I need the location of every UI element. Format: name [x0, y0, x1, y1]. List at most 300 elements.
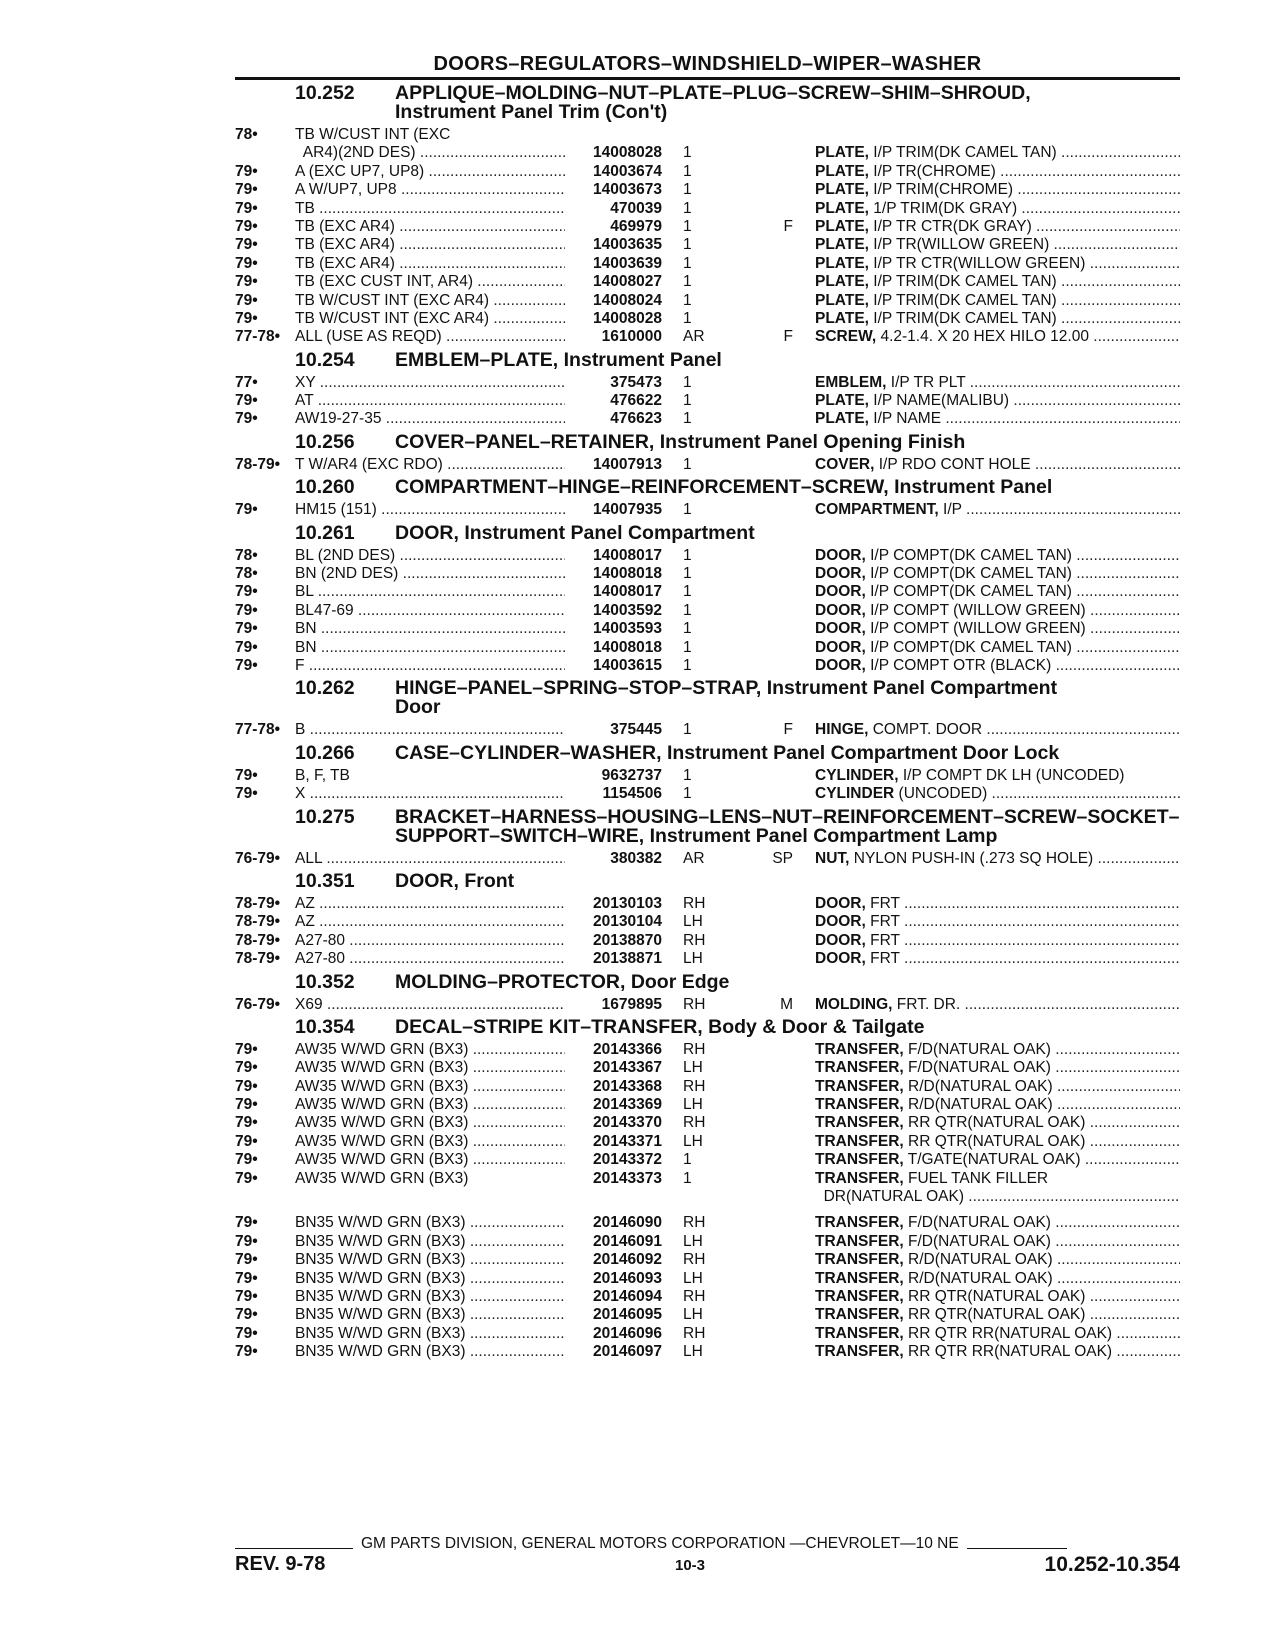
model-year: 79• [235, 291, 258, 309]
part-name-noun: DOOR, [815, 894, 866, 912]
parts-list [235, 1041, 1180, 1362]
part-name-noun: TRANSFER, [815, 1040, 904, 1058]
model-year: 79• [235, 392, 258, 410]
model-description: AW19-27-35 ..... [295, 410, 565, 428]
part-name [815, 456, 1180, 474]
part-number: 14003593 [593, 620, 662, 638]
model-year: 76-79• [235, 995, 281, 1013]
parts-row [235, 163, 1180, 181]
part-name-detail: 1/P TRIM(DK GRAY) [868, 199, 1018, 217]
model-year: 79• [235, 1324, 258, 1342]
part-name [815, 1306, 1180, 1324]
model-description: AZ ..... [295, 895, 565, 913]
quantity: 1 [683, 1151, 692, 1169]
part-name [815, 1151, 1180, 1169]
parts-row [235, 932, 1180, 950]
part-name-detail: R/D(NATURAL OAK) [903, 1251, 1053, 1269]
section-title: EMBLEM–PLATE, Instrument Panel [395, 348, 722, 371]
part-name-detail: I/P COMPT OTR (BLACK) [865, 656, 1052, 674]
quantity: 1 [683, 309, 692, 327]
parts-row [235, 1096, 1180, 1114]
section-number: 10.252 [295, 82, 355, 104]
section-10-262 [235, 679, 1180, 739]
part-name-detail: FRT [865, 950, 900, 968]
part-name-noun: DOOR, [815, 546, 866, 564]
section-heading [235, 1015, 1180, 1038]
quantity: 1 [683, 410, 692, 428]
part-name [815, 1288, 1180, 1306]
parts-row [235, 1288, 1180, 1306]
section-number: 10.256 [295, 430, 355, 453]
quantity: RH [683, 894, 706, 912]
part-name-noun: PLATE, [815, 254, 869, 272]
model-year: 79• [235, 601, 258, 619]
part-name-noun: TRANSFER, [815, 1306, 904, 1324]
quantity: 1 [683, 601, 692, 619]
parts-list [235, 767, 1180, 804]
page-footer [235, 1535, 1180, 1577]
model-description: A (EXC UP7, UP8) ..... [295, 163, 565, 181]
model-year: 79• [235, 1251, 258, 1269]
part-number: 476623 [610, 410, 662, 428]
part-name [815, 1170, 1180, 1188]
quantity: 1 [683, 721, 692, 739]
parts-row [235, 1214, 1180, 1232]
part-number: 20146092 [593, 1251, 662, 1269]
part-number: 14008017 [593, 546, 662, 564]
quantity: 1 [683, 181, 692, 199]
quantity: 1 [683, 638, 692, 656]
part-name-noun: SCREW, [815, 328, 877, 346]
part-name-detail: I/P COMPT(DK CAMEL TAN) [865, 546, 1072, 564]
part-name [815, 392, 1180, 410]
parts-row [235, 181, 1180, 199]
section-title-block [395, 84, 1180, 122]
model-description: AW35 W/WD GRN (BX3) ..... [295, 1114, 565, 1132]
model-year: 79• [235, 199, 258, 217]
model-year: 79• [235, 162, 258, 180]
parts-row [235, 785, 1180, 803]
parts-row [235, 310, 1180, 328]
section-heading [235, 970, 1180, 993]
part-name-noun: PLATE, [815, 162, 869, 180]
part-number: 14003674 [593, 162, 662, 180]
part-name-detail: I/P TR PLT [886, 373, 966, 391]
part-name-detail: I/P [938, 501, 962, 519]
part-name-detail: I/P TRIM(DK CAMEL TAN) [868, 273, 1057, 291]
model-description: X69 ..... [295, 996, 565, 1014]
part-name-noun: TRANSFER, [815, 1214, 904, 1232]
part-name-detail: I/P RDO CONT HOLE [874, 455, 1031, 473]
model-description: BL47-69 ..... [295, 602, 565, 620]
part-name-detail: I/P TRIM(CHROME) [868, 181, 1014, 199]
part-name-noun: COVER, [815, 455, 875, 473]
model-description: TB (EXC CUST INT, AR4) ..... [295, 273, 565, 291]
part-name [815, 895, 1180, 913]
part-number: 20146097 [593, 1343, 662, 1361]
part-name-noun: TRANSFER, [815, 1077, 904, 1095]
page-number: 10-3 [675, 1557, 706, 1574]
part-number: 20146090 [593, 1214, 662, 1232]
section-heading [235, 741, 1180, 764]
part-number: 14007935 [593, 501, 662, 519]
model-year: 79• [235, 410, 258, 428]
parts-row [235, 292, 1180, 310]
parts-list [235, 850, 1180, 868]
model-year: 79• [235, 181, 258, 199]
model-description: AW35 W/WD GRN (BX3) ..... [295, 1096, 565, 1114]
model-description: TB ..... [295, 200, 565, 218]
part-name [815, 932, 1180, 950]
part-name-detail: I/P COMPT(DK CAMEL TAN) [865, 638, 1072, 656]
part-name-noun: NUT, [815, 849, 850, 867]
quantity: LH [683, 913, 703, 931]
part-name-detail: FRT. DR. [892, 995, 961, 1013]
part-number: 20138870 [593, 931, 662, 949]
part-name-detail: RR QTR(NATURAL OAK) [903, 1132, 1086, 1150]
parts-row [235, 1059, 1180, 1077]
part-name [815, 583, 1180, 601]
quantity: 1 [683, 236, 692, 254]
parts-row [235, 602, 1180, 620]
model-description: TB (EXC AR4) ..... [295, 218, 565, 236]
part-name-detail: I/P COMPT (WILLOW GREEN) [865, 601, 1086, 619]
source-code: SP [772, 849, 793, 867]
part-name-noun: PLATE, [815, 273, 869, 291]
part-number: 14008028 [593, 144, 662, 162]
parts-row [235, 1306, 1180, 1324]
quantity: LH [683, 1343, 703, 1361]
quantity: 1 [683, 199, 692, 217]
part-number: 470039 [610, 199, 662, 217]
quantity: 1 [683, 217, 692, 235]
part-number: 14008028 [593, 309, 662, 327]
part-name-noun: PLATE, [815, 144, 869, 162]
parts-row [235, 950, 1180, 968]
model-year: 79• [235, 583, 258, 601]
section-number: 10.254 [295, 348, 355, 371]
parts-row [235, 1188, 1180, 1206]
parts-row [235, 620, 1180, 638]
parts-row [235, 850, 1180, 868]
part-name-detail: R/D(NATURAL OAK) [903, 1096, 1053, 1114]
part-number: 20143370 [593, 1114, 662, 1132]
parts-row [235, 1133, 1180, 1151]
part-number: 375445 [610, 721, 662, 739]
part-name-detail: I/P TR(CHROME) [868, 162, 996, 180]
model-description: AW35 W/WD GRN (BX3) [295, 1169, 469, 1187]
parts-row [235, 392, 1180, 410]
quantity: LH [683, 950, 703, 968]
section-number: 10.266 [295, 741, 355, 764]
part-name [815, 565, 1180, 583]
part-name [815, 200, 1180, 218]
model-year: 79• [235, 656, 258, 674]
model-description: ALL ..... [295, 850, 565, 868]
section-title: BRACKET–HARNESS–HOUSING–LENS–NUT–REINFORCEMENT–SCREW–SOCKET–SUPPORT–SWITCH–WIRE, Instrument Panel Compartment Lamp [395, 805, 1180, 847]
parts-list [235, 374, 1180, 429]
quantity: LH [683, 1269, 703, 1287]
quantity: 1 [683, 373, 692, 391]
model-year: 79• [235, 217, 258, 235]
part-name-noun: COMPARTMENT, [815, 501, 939, 519]
parts-row [235, 1325, 1180, 1343]
model-year: 79• [235, 236, 258, 254]
model-description: XY ..... [295, 374, 565, 392]
section-title-block [395, 805, 1180, 847]
model-description: TB (EXC AR4) ..... [295, 236, 565, 254]
part-name-noun: DOOR, [815, 950, 866, 968]
parts-row [235, 273, 1180, 291]
source-code: F [783, 721, 793, 739]
part-name-noun: TRANSFER, [815, 1287, 904, 1305]
part-name-detail: FUEL TANK FILLER [903, 1169, 1049, 1187]
part-name-detail: I/P TRIM(DK CAMEL TAN) [868, 144, 1057, 162]
part-name-noun: PLATE, [815, 199, 869, 217]
model-description: B, F, TB [295, 766, 350, 784]
section-title: COVER–PANEL–RETAINER, Instrument Panel Opening Finish [395, 430, 966, 453]
section-title-block [395, 348, 1180, 371]
part-name-detail: (UNCODED) [894, 785, 988, 803]
part-name [815, 1114, 1180, 1132]
model-year: 78-79• [235, 950, 281, 968]
part-name-detail: COMPT. DOOR [868, 721, 983, 739]
parts-list [235, 721, 1180, 739]
part-name [815, 328, 1180, 346]
section-range: 10.252-10.354 [1044, 1553, 1180, 1576]
source-code: F [783, 217, 793, 235]
parts-row [235, 501, 1180, 519]
part-name [815, 218, 1180, 236]
part-number: 476622 [610, 392, 662, 410]
part-name-detail: DR(NATURAL OAK) [815, 1188, 964, 1206]
model-description: TB W/CUST INT (EXC [295, 126, 451, 143]
part-name-noun: PLATE, [815, 309, 869, 327]
section-title: DOOR, Instrument Panel Compartment [395, 521, 755, 544]
part-number: 20143367 [593, 1059, 662, 1077]
part-name-detail: FRT [865, 894, 900, 912]
part-number: 20138871 [593, 950, 662, 968]
model-year: 79• [235, 785, 258, 803]
part-number: 14003615 [593, 656, 662, 674]
part-number: 20146095 [593, 1306, 662, 1324]
quantity: RH [683, 1287, 706, 1305]
part-name-noun: TRANSFER, [815, 1343, 904, 1361]
part-name [815, 144, 1180, 162]
section-title: DOOR, Front [395, 869, 515, 892]
parts-row [235, 255, 1180, 273]
part-name-noun: PLATE, [815, 181, 869, 199]
part-name [815, 1214, 1180, 1232]
part-name [815, 767, 1180, 785]
part-name [815, 1325, 1180, 1343]
model-description: AR4)(2ND DES) ..... [295, 144, 565, 162]
quantity: RH [683, 1040, 706, 1058]
revision-label: REV. 9-78 [235, 1553, 326, 1575]
model-description: HM15 (151) ..... [295, 501, 565, 519]
part-name [815, 1270, 1180, 1288]
model-description: F ..... [295, 657, 565, 675]
model-year: 79• [235, 1077, 258, 1095]
section-title-block [395, 679, 1180, 717]
model-year: 79• [235, 1114, 258, 1132]
quantity: 1 [683, 583, 692, 601]
part-name-noun: TRANSFER, [815, 1324, 904, 1342]
parts-row [235, 767, 1180, 785]
section-title: DECAL–STRIPE KIT–TRANSFER, Body & Door & Tailgate [395, 1015, 925, 1038]
quantity: 1 [683, 565, 692, 583]
part-name-noun: TRANSFER, [815, 1096, 904, 1114]
section-10-275 [235, 805, 1180, 868]
model-description: BN35 W/WD GRN (BX3) ..... [295, 1288, 565, 1306]
part-number: 14003635 [593, 236, 662, 254]
model-year: 79• [235, 1059, 258, 1077]
model-description: TB W/CUST INT (EXC AR4) ..... [295, 292, 565, 310]
section-10-261 [235, 521, 1180, 676]
part-name-noun: DOOR, [815, 931, 866, 949]
model-description: BN35 W/WD GRN (BX3) ..... [295, 1270, 565, 1288]
parts-row [235, 1041, 1180, 1059]
header-rule [235, 77, 1180, 80]
page-header-title: DOORS–REGULATORS–WINDSHIELD–WIPER–WASHER [433, 53, 982, 75]
model-year: 79• [235, 638, 258, 656]
model-year: 78-79• [235, 913, 281, 931]
part-number: 469979 [610, 217, 662, 235]
part-name-detail: I/P COMPT DK LH (UNCODED) [898, 766, 1125, 784]
section-number: 10.351 [295, 869, 355, 892]
model-description: BN35 W/WD GRN (BX3) ..... [295, 1233, 565, 1251]
parts-row [235, 410, 1180, 428]
quantity: LH [683, 1306, 703, 1324]
parts-list [235, 895, 1180, 969]
part-name-detail: I/P TR(WILLOW GREEN) [868, 236, 1050, 254]
part-name [815, 310, 1180, 328]
model-year: 76-79• [235, 849, 281, 867]
part-name-noun: EMBLEM, [815, 373, 887, 391]
part-name [815, 163, 1180, 181]
part-name-detail: I/P TRIM(DK CAMEL TAN) [868, 309, 1057, 327]
part-number: 14007913 [593, 455, 662, 473]
model-year: 79• [235, 1306, 258, 1324]
part-number: 1679895 [601, 995, 662, 1013]
section-number: 10.262 [295, 677, 355, 700]
section-title: COMPARTMENT–HINGE–REINFORCEMENT–SCREW, Instrument Panel [395, 476, 1053, 499]
model-year: 79• [235, 766, 258, 784]
model-description: TB W/CUST INT (EXC AR4) ..... [295, 310, 565, 328]
part-number: 20143368 [593, 1077, 662, 1095]
parts-row [235, 218, 1180, 236]
section-10-354 [235, 1015, 1180, 1362]
part-name [815, 1078, 1180, 1096]
model-year: 79• [235, 1040, 258, 1058]
model-description: X ..... [295, 785, 565, 803]
model-description: AW35 W/WD GRN (BX3) ..... [295, 1133, 565, 1151]
part-name-detail: I/P TRIM(DK CAMEL TAN) [868, 291, 1057, 309]
section-10-260 [235, 478, 1180, 519]
model-description: BL ..... [295, 583, 565, 601]
parts-row [235, 1078, 1180, 1096]
section-number: 10.352 [295, 970, 355, 993]
model-description: B ..... [295, 721, 565, 739]
model-description: AW35 W/WD GRN (BX3) ..... [295, 1041, 565, 1059]
part-name [815, 1059, 1180, 1077]
model-year: 79• [235, 1214, 258, 1232]
part-name-noun: DOOR, [815, 638, 866, 656]
model-year: 79• [235, 501, 258, 519]
parts-list [235, 996, 1180, 1014]
part-name [815, 547, 1180, 565]
model-description: BN35 W/WD GRN (BX3) ..... [295, 1306, 565, 1324]
part-number: 20146093 [593, 1269, 662, 1287]
part-name-noun: MOLDING, [815, 995, 893, 1013]
model-year: 78-79• [235, 931, 281, 949]
part-name [815, 913, 1180, 931]
part-number: 20146094 [593, 1287, 662, 1305]
model-year: 79• [235, 1151, 258, 1169]
model-year: 78• [235, 546, 258, 564]
quantity: 1 [683, 254, 692, 272]
part-name-detail: I/P COMPT(DK CAMEL TAN) [865, 565, 1072, 583]
model-year: 79• [235, 1232, 258, 1250]
part-number: 20130103 [593, 894, 662, 912]
parts-row [235, 1251, 1180, 1269]
section-10-352 [235, 970, 1180, 1014]
section-10-351 [235, 869, 1180, 969]
parts-row [235, 200, 1180, 218]
part-name-noun: DOOR, [815, 601, 866, 619]
part-number: 9632737 [601, 766, 662, 784]
row-spacer [235, 1206, 1180, 1214]
section-10-252 [235, 84, 1180, 347]
parts-row [235, 1343, 1180, 1361]
model-year: 77• [235, 373, 258, 391]
quantity: 1 [683, 455, 692, 473]
footer-rule-right [967, 1548, 1067, 1549]
parts-row [235, 456, 1180, 474]
parts-row [235, 639, 1180, 657]
part-name-detail: NYLON PUSH-IN (.273 SQ HOLE) [849, 849, 1094, 867]
part-name-noun: TRANSFER, [815, 1059, 904, 1077]
part-name [815, 950, 1180, 968]
part-name-noun: PLATE, [815, 410, 869, 428]
part-name [815, 785, 1180, 803]
quantity: 1 [683, 273, 692, 291]
part-name-detail: I/P NAME(MALIBU) [868, 392, 1010, 410]
model-description: BN ..... [295, 620, 565, 638]
model-description: ALL (USE AS REQD) ..... [295, 328, 565, 346]
quantity: 1 [683, 656, 692, 674]
part-name-detail: I/P TR CTR(WILLOW GREEN) [868, 254, 1086, 272]
part-name-detail: RR QTR(NATURAL OAK) [903, 1114, 1086, 1132]
section-heading [235, 478, 1180, 497]
part-name [815, 374, 1180, 392]
parts-row [235, 374, 1180, 392]
part-name [815, 181, 1180, 199]
quantity: RH [683, 931, 706, 949]
part-name-noun: DOOR, [815, 565, 866, 583]
part-name-noun: DOOR, [815, 583, 866, 601]
model-year: 79• [235, 309, 258, 327]
section-10-254 [235, 348, 1180, 429]
section-title-block [395, 741, 1180, 764]
section-title-block [395, 970, 1180, 993]
parts-row [235, 1170, 1180, 1188]
part-name-detail: F/D(NATURAL OAK) [903, 1232, 1051, 1250]
parts-list [235, 501, 1180, 519]
parts-row [235, 126, 1180, 144]
quantity: RH [683, 1251, 706, 1269]
model-description: AW35 W/WD GRN (BX3) ..... [295, 1059, 565, 1077]
